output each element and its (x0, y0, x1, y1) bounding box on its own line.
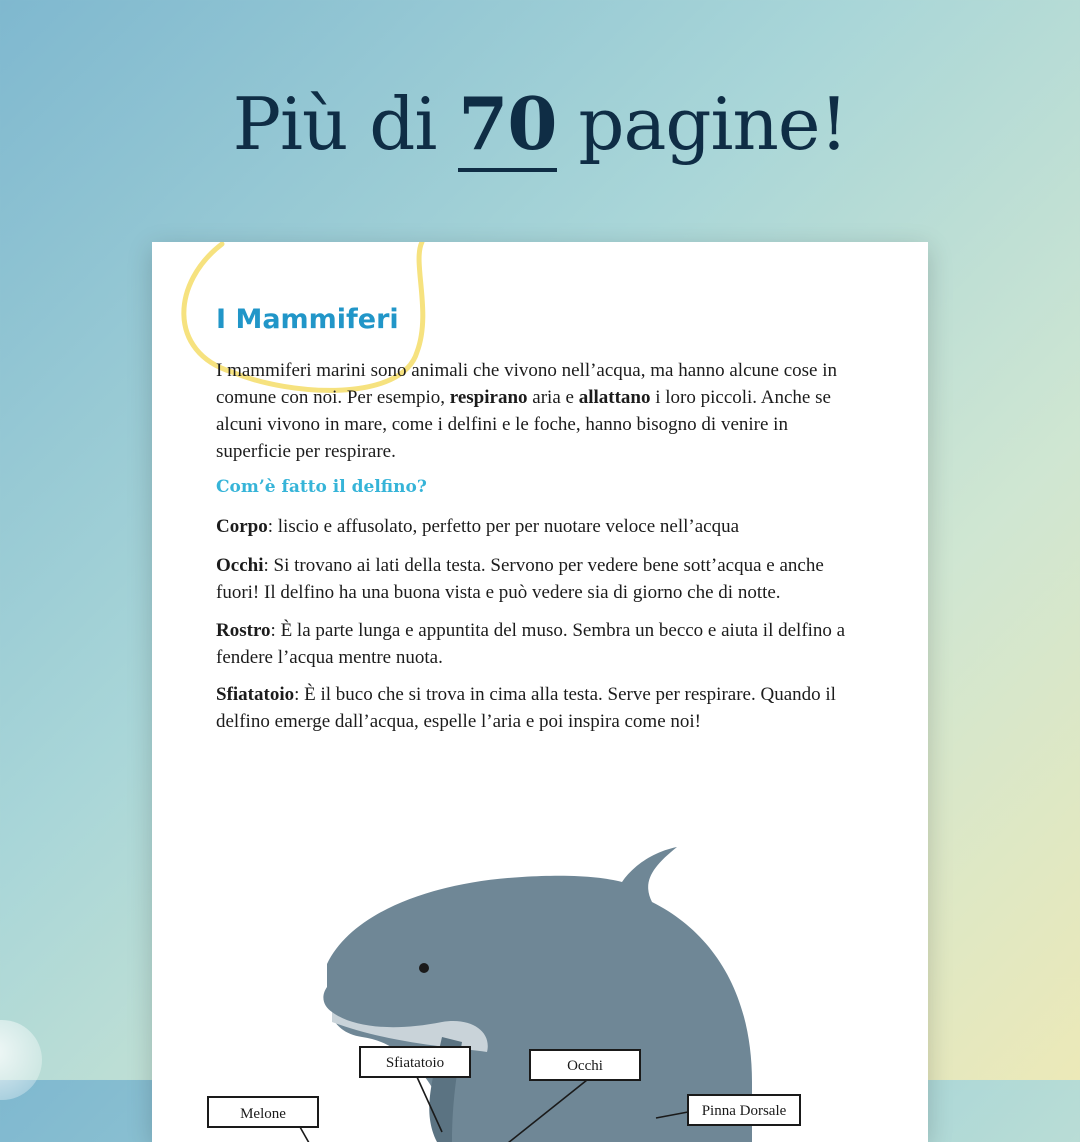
label-melone (208, 1097, 318, 1127)
svg-text:Melone: Melone (240, 1106, 286, 1122)
label-sfiatatoio (360, 1047, 470, 1077)
svg-text:Pinna Dorsale: Pinna Dorsale (701, 1103, 787, 1119)
item-occhi: Occhi: Si trovano ai lati della testa. Servono per vedere bene sott’acqua e anche fuori! Il delfino ha una buona vista e può vedere sia di giorno che di notte. (216, 555, 824, 603)
decorative-bubble (0, 1020, 42, 1100)
item-rostro: Rostro: È la parte lunga e appuntita del muso. Sembra un becco e aiuta il delfino a fendere l’acqua mentre nuota. (216, 620, 846, 668)
svg-text:Occhi: Occhi (567, 1058, 603, 1074)
headline (0, 81, 1080, 166)
label-occhi (530, 1050, 640, 1080)
bold-respirano: respirano (449, 387, 528, 408)
item-sfiatatoio: Sfiatatoio: È il buco che si trova in cima alla testa. Serve per respirare. Quando il delfino emerge dall’acqua, espelle l’aria e poi inspira come noi! (216, 684, 836, 732)
page-title: I Mammiferi (216, 304, 399, 335)
intro-paragraph: I mammiferi marini sono animali che vivono nell’acqua, ma hanno alcune cose in comune con noi. Per esempio, respirano aria e allattano i loro piccoli. Anche se alcuni vivono in mare, come i delfini e le foche, hanno bisogno di venire in superficie per respirare. (216, 360, 837, 462)
dolphin-diagram (152, 782, 928, 1142)
svg-text:Sfiatatoio: Sfiatatoio (385, 1055, 445, 1071)
headline-number: 70 (458, 81, 556, 172)
headline-after: pagine! (556, 82, 848, 166)
bold-allattano: allattano (578, 387, 651, 408)
item-corpo: Corpo: liscio e affusolato, perfetto per per nuotare veloce nell’acqua (216, 516, 740, 537)
headline-before: Più di (232, 82, 459, 166)
section-subtitle: Com’è fatto il delfino? (216, 477, 427, 497)
label-pinna-dorsale (688, 1095, 800, 1125)
worksheet-page (152, 242, 928, 1142)
